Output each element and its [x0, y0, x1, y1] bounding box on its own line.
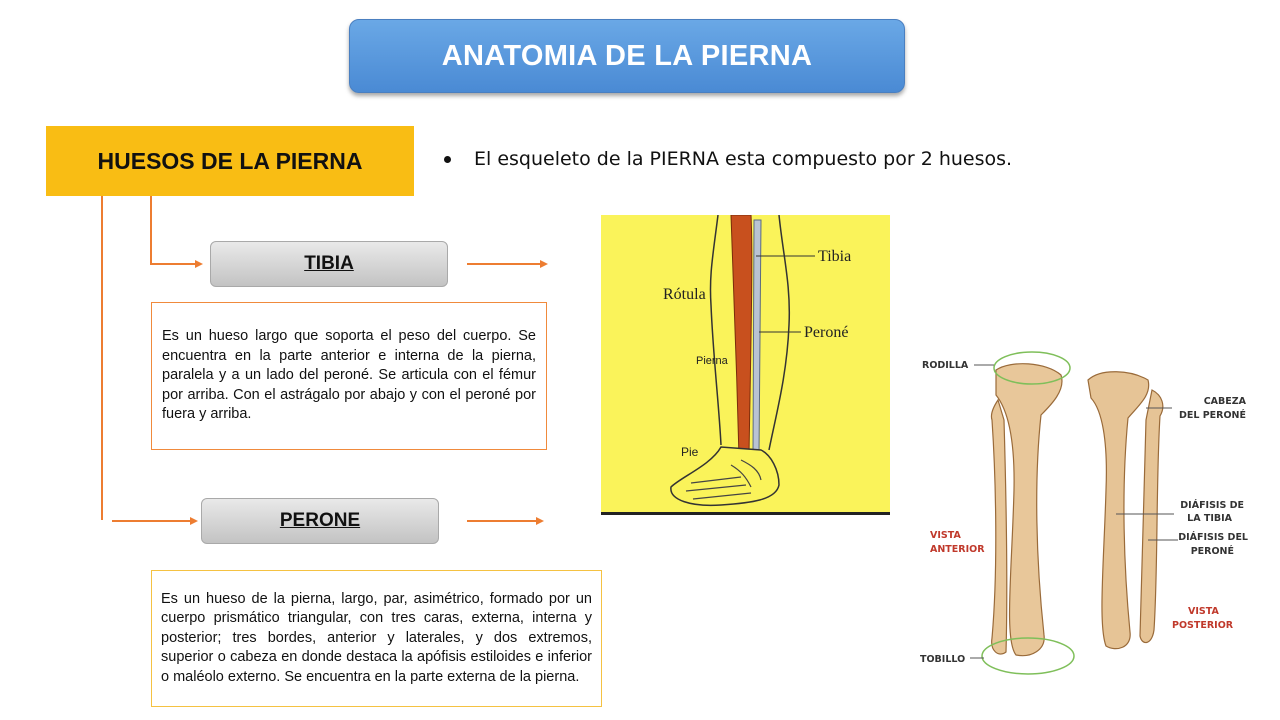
perone-description-box [151, 570, 602, 707]
tibia-bone-shape [731, 215, 752, 457]
anterior-perone-shape [991, 400, 1006, 654]
arrow-perone-right-head-icon [536, 517, 544, 525]
bones-label-rodilla: RODILLA [922, 360, 969, 371]
leg-label-tibia: Tibia [818, 248, 852, 265]
slide-title: ANATOMIA DE LA PIERNA [349, 19, 905, 93]
leg-label-rotula: Rótula [663, 286, 706, 303]
bones-label-vista-posterior-1: VISTA [1188, 606, 1219, 617]
anterior-bones [991, 364, 1062, 656]
posterior-tibia-shape [1088, 372, 1149, 649]
bones-illustration [916, 340, 1256, 680]
arrow-tibia-right-head-icon [540, 260, 548, 268]
bones-label-tobillo: TOBILLO [920, 654, 966, 665]
posterior-perone-shape [1140, 390, 1163, 643]
posterior-bones [1088, 372, 1163, 649]
bones-label-cabeza-1: CABEZA [1203, 396, 1246, 407]
connector-tibia-line [151, 196, 196, 264]
tibia-description-box [151, 302, 547, 450]
perone-label-button: PERONE [201, 498, 439, 544]
bones-label-diafisis-perone-1: DIÁFISIS DEL [1178, 532, 1248, 543]
bullet-dot-icon [444, 156, 451, 163]
tibia-description: Es un hueso largo que soporta el peso del cuerpo. Se encuentra en la parte anterior e interna de la pierna, paralela y a un lado del peroné. Se articula con el fémur por arriba. Con el astrágalo por abajo y con el peroné por fuera y arriba. [162, 328, 536, 423]
bones-drawing [916, 340, 1256, 680]
leg-outline-front [710, 215, 721, 445]
bones-label-vista-anterior-2: ANTERIOR [930, 544, 985, 555]
bones-label-diafisis-tibia-2: LA TIBIA [1187, 513, 1232, 524]
bones-label-diafisis-perone-2: PERONÉ [1190, 546, 1234, 557]
leg-label-pierna: Pierna [696, 355, 728, 367]
bullet-item [444, 148, 1012, 170]
leg-illustration [601, 215, 890, 515]
leg-label-pie: Pie [681, 445, 699, 459]
bullet-text: El esqueleto de la PIERNA esta compuesto por 2 huesos. [474, 148, 1013, 170]
bones-label-cabeza-2: DEL PERONÉ [1178, 410, 1246, 421]
bones-label-vista-posterior-2: POSTERIOR [1172, 620, 1234, 631]
bones-label-vista-anterior-1: VISTA [930, 530, 961, 541]
tibia-label-button: TIBIA [210, 241, 448, 287]
arrow-perone-left-head-icon [190, 517, 198, 525]
section-label-huesos: HUESOS DE LA PIERNA [46, 126, 414, 196]
bones-label-diafisis-tibia-1: DIÁFISIS DE [1180, 500, 1244, 511]
leg-label-perone: Peroné [804, 324, 849, 341]
leg-drawing [601, 215, 890, 512]
arrow-tibia-left-head-icon [195, 260, 203, 268]
perone-description: Es un hueso de la pierna, largo, par, asimétrico, formado por un cuerpo prismático triangular, con tres caras, externa, interna y posterior; tres bordes, anterior y laterales, y dos extremos, superior o cabeza en donde destaca la apófisis estiloides e inferior o maléolo externo. Se encuentra en la parte externa de la pierna. [161, 590, 592, 685]
perone-bone-shape [753, 220, 761, 455]
